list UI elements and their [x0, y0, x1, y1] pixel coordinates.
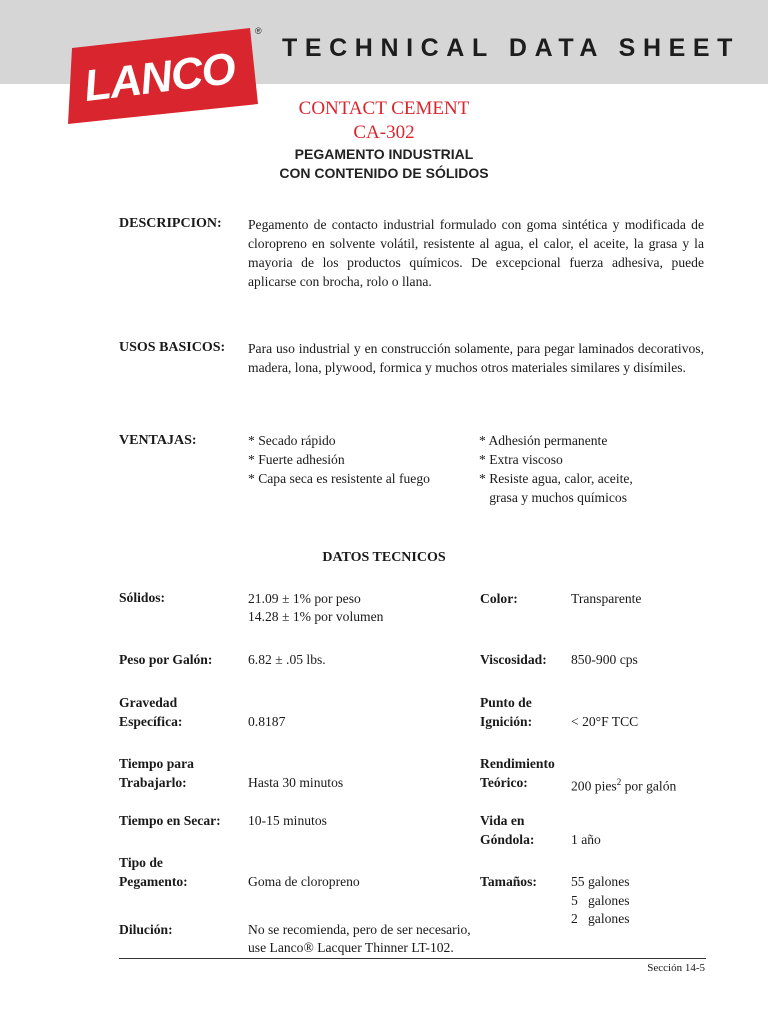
tiempo-trabajo-label-1: Tiempo para	[119, 756, 194, 771]
tamanos-value-3: 2 galones	[571, 911, 630, 926]
viscosidad-label: Viscosidad:	[480, 652, 547, 667]
dilucion-value-1: No se recomienda, pero de ser necesario,	[248, 922, 471, 937]
tipo-label-1: Tipo de	[119, 855, 163, 870]
color-label: Color:	[480, 591, 518, 606]
ventaja-item: * Adhesión permanente	[479, 433, 608, 448]
product-name: CONTACT CEMENT	[298, 98, 470, 119]
rendimiento-superscript: 2	[616, 777, 622, 787]
vida-label-2: Góndola:	[480, 832, 535, 847]
rendimiento-value-unit: por galón	[621, 778, 677, 794]
logo-text: LANCO	[81, 43, 238, 112]
tamanos-label: Tamaños:	[480, 874, 537, 889]
rendimiento-label-2: Teórico:	[480, 775, 528, 790]
gravedad-label-1: Gravedad	[119, 695, 178, 710]
tiempo-secar-value: 10-15 minutos	[248, 813, 327, 828]
ignicion-label-2: Ignición:	[480, 714, 533, 729]
solidos-value-2: 14.28 ± 1% por volumen	[248, 609, 384, 624]
tamanos-value-1: 55 galones	[571, 874, 630, 889]
peso-value: 6.82 ± .05 lbs.	[248, 652, 326, 667]
tipo-value: Goma de cloropreno	[248, 874, 360, 889]
tamanos-value-2: 5 galones	[571, 893, 630, 908]
gravedad-value: 0.8187	[248, 714, 286, 729]
ventaja-item: * Resiste agua, calor, aceite,	[479, 471, 633, 486]
footer-rule	[119, 958, 706, 959]
product-subtitle-1: PEGAMENTO INDUSTRIAL	[294, 146, 474, 162]
vida-label-1: Vida en	[480, 813, 525, 828]
vida-value: 1 año	[571, 832, 601, 847]
product-code: CA-302	[353, 122, 415, 143]
gravedad-label-2: Específica:	[119, 714, 183, 729]
solidos-label: Sólidos:	[119, 590, 166, 605]
color-value: Transparente	[571, 591, 642, 606]
registered-mark: ®	[255, 26, 262, 36]
dilucion-value-2: use Lanco® Lacquer Thinner LT-102.	[248, 940, 454, 955]
ignicion-label-1: Punto de	[480, 695, 532, 710]
tipo-label-2: Pegamento:	[119, 874, 188, 889]
product-subtitle-2: CON CONTENIDO DE SÓLIDOS	[279, 165, 489, 181]
viscosidad-value: 850-900 cps	[571, 652, 638, 667]
ventaja-item: grasa y muchos químicos	[479, 490, 627, 505]
tiempo-secar-label: Tiempo en Secar:	[119, 813, 221, 828]
solidos-value-1: 21.09 ± 1% por peso	[248, 591, 361, 606]
ignicion-value: < 20°F TCC	[571, 714, 639, 729]
ventaja-item: * Capa seca es resistente al fuego	[248, 471, 430, 486]
descripcion-label: DESCRIPCION:	[119, 216, 222, 231]
peso-label: Peso por Galón:	[119, 652, 213, 667]
usos-label: USOS BASICOS:	[119, 340, 226, 355]
tiempo-trabajo-label-2: Trabajarlo:	[119, 775, 187, 790]
datos-heading: DATOS TECNICOS	[322, 550, 446, 565]
tiempo-trabajo-value: Hasta 30 minutos	[248, 775, 344, 790]
ventaja-item: * Secado rápido	[248, 433, 336, 448]
descripcion-text: Pegamento de contacto industrial formulado con goma sintética y modificada de cloropreno en solvente volátil, resistente al agua, el calor, el aceite, la grasa y la mayoria de los productos químicos. De excepcional fuerza adhesiva, puede aplicarse con brocha, rolo o llana.	[248, 217, 704, 289]
rendimiento-value-main: 200 pies	[571, 778, 617, 794]
rendimiento-label-1: Rendimiento	[480, 756, 555, 771]
rendimiento-value	[571, 773, 676, 796]
ventajas-label: VENTAJAS:	[119, 433, 197, 448]
section-number: Sección 14-5	[647, 962, 705, 974]
dilucion-label: Dilución:	[119, 922, 173, 937]
document-title: TECHNICAL DATA SHEET	[282, 34, 741, 62]
usos-text: Para uso industrial y en construcción solamente, para pegar laminados decorativos, madera, lona, plywood, formica y muchos otros materiales similares y disímiles.	[248, 341, 704, 375]
ventaja-item: * Extra viscoso	[479, 452, 563, 467]
ventaja-item: * Fuerte adhesión	[248, 452, 345, 467]
